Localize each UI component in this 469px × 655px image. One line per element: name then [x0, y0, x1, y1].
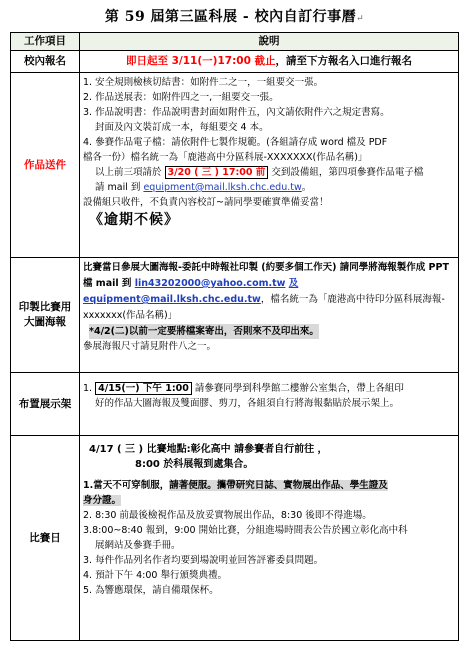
table-header-row: [11, 33, 459, 51]
print-email-2[interactable]: equipment@mail.lksh.chc.edu.tw: [83, 294, 261, 305]
signup-rest: ，請至下方報名入口進行報名: [275, 55, 413, 67]
contest-intro-1: 4/17 ( 三 ) 比賽地點:彰化高中 請參賽者自行前往 ，: [89, 444, 328, 455]
signup-deadline: 即日起至 3/11(一)17:00 截止: [125, 55, 276, 67]
contest-item-2: 2. 8:30 前最後檢視作品及放妥實物展出作品，8:30 後即不得進場。: [83, 510, 372, 521]
contest-item-1: 1.當天不可穿制服，請著便服。攜帶研究日誌、實物展出作品、學生證及: [83, 480, 388, 491]
label-send: 作品送件: [11, 73, 80, 258]
row-contest: [11, 436, 459, 641]
header-desc: 說明: [80, 33, 459, 51]
contest-item-6: 5. 為響應環保，請自備環保杯。: [83, 585, 219, 596]
print-para-1: 比賽當日參展大圖海報-委託中時報社印製 (約要多個工作天) 請同學將海報製作成 PPT 檔 mail 到 lin43202000@yahoo.com.tw 及 equipment@mail.lksh.chc.edu.tw，檔名統一為「鹿港高中待印分區科展海報-xxxxxxx(作品名稱)」: [83, 262, 449, 321]
contest-content: [80, 436, 459, 641]
label-contest: 比賽日: [11, 436, 80, 641]
header-item: 工作項目: [11, 33, 80, 51]
print-deadline-note: *4/2(二)以前一定要將檔案寄出，否則來不及印出來。: [89, 326, 319, 337]
send-late-notice: 《逾期不候》: [89, 212, 179, 228]
setup-line-1: 1. 4/15(一) 下午 1:00 請參賽同學到科學館二樓辦公室集合，帶上各組印: [83, 383, 404, 394]
send-content: [80, 73, 459, 258]
send-line-6: 請 mail 到 equipment@mail.lksh.chc.edu.tw。: [95, 182, 312, 193]
signup-text: [80, 51, 459, 73]
send-line-4b: 檔各一份）檔名統一為「鹿港高中分區科展-XXXXXXX(作品名稱)」: [83, 152, 368, 163]
print-email-1[interactable]: lin43202000@yahoo.com.tw: [134, 278, 286, 289]
contest-item-1c: 身分證。: [83, 495, 122, 506]
send-line-7: 設備組只收件，不負責內容校訂~請同學要確實準備妥當！: [83, 197, 329, 208]
print-size-note: 參展海報尺寸請見附件八之一。: [83, 341, 217, 352]
send-email-link[interactable]: equipment@mail.lksh.chc.edu.tw: [143, 182, 302, 193]
contest-item-4: 3. 每件作品列名作者均要到場說明並回答評審委員問題。: [83, 555, 324, 566]
print-content: [80, 258, 459, 373]
send-deadline: 3/20 ( 三 ) 17:00 前: [165, 166, 269, 179]
label-signup: 校內報名: [11, 51, 80, 73]
row-setup: [11, 373, 459, 436]
setup-content: [80, 373, 459, 436]
send-line-3: 3. 作品說明書：作品說明書封面如附件五，內文請依附件六之規定書寫。: [83, 107, 390, 118]
label-setup: 布置展示架: [11, 373, 80, 436]
contest-item-5: 4. 預計下午 4:00 舉行頒獎典禮。: [83, 570, 227, 581]
send-line-2: 2. 作品送展表：如附件四之一,一組要交一張。: [83, 92, 279, 103]
send-line-1: 1. 安全規則檢核切結書：如附件二之一，一組要交一張。: [83, 77, 324, 88]
send-line-5: 以上前三項請於 3/20 ( 三 ) 17:00 前 交到設備組，第四項參賽作品電子檔: [95, 167, 424, 178]
schedule-table: [10, 32, 459, 641]
contest-item-3b: 展網站及參賽手冊。: [95, 540, 181, 551]
send-line-4: 4. 參賽作品電子檔：請依附件七製作規範。(各組請存成 word 檔及 PDF: [83, 137, 388, 148]
setup-line-2: 好的作品大圖海報及雙面膠、剪刀，各組須自行將海報黏貼於展示架上。: [95, 398, 400, 409]
setup-date: 4/15(一) 下午 1:00: [95, 382, 192, 395]
row-print: [11, 258, 459, 373]
contest-intro-2: 8:00 於科展報到處集合。: [135, 459, 254, 470]
contest-item-3: 3.8:00~8:40 報到，9:00 開始比賽，分組進場時間表公告於國立彰化高中科: [83, 525, 408, 536]
row-signup: [11, 51, 459, 73]
row-send: [11, 73, 459, 258]
page-title: 第 59 屆第三區科展 - 校內自訂行事曆↵: [104, 9, 365, 25]
label-print: 印製比賽用 大圖海報: [11, 258, 80, 373]
send-line-3b: 封面及內文裝訂成一本，每組要交 4 本。: [95, 122, 269, 133]
